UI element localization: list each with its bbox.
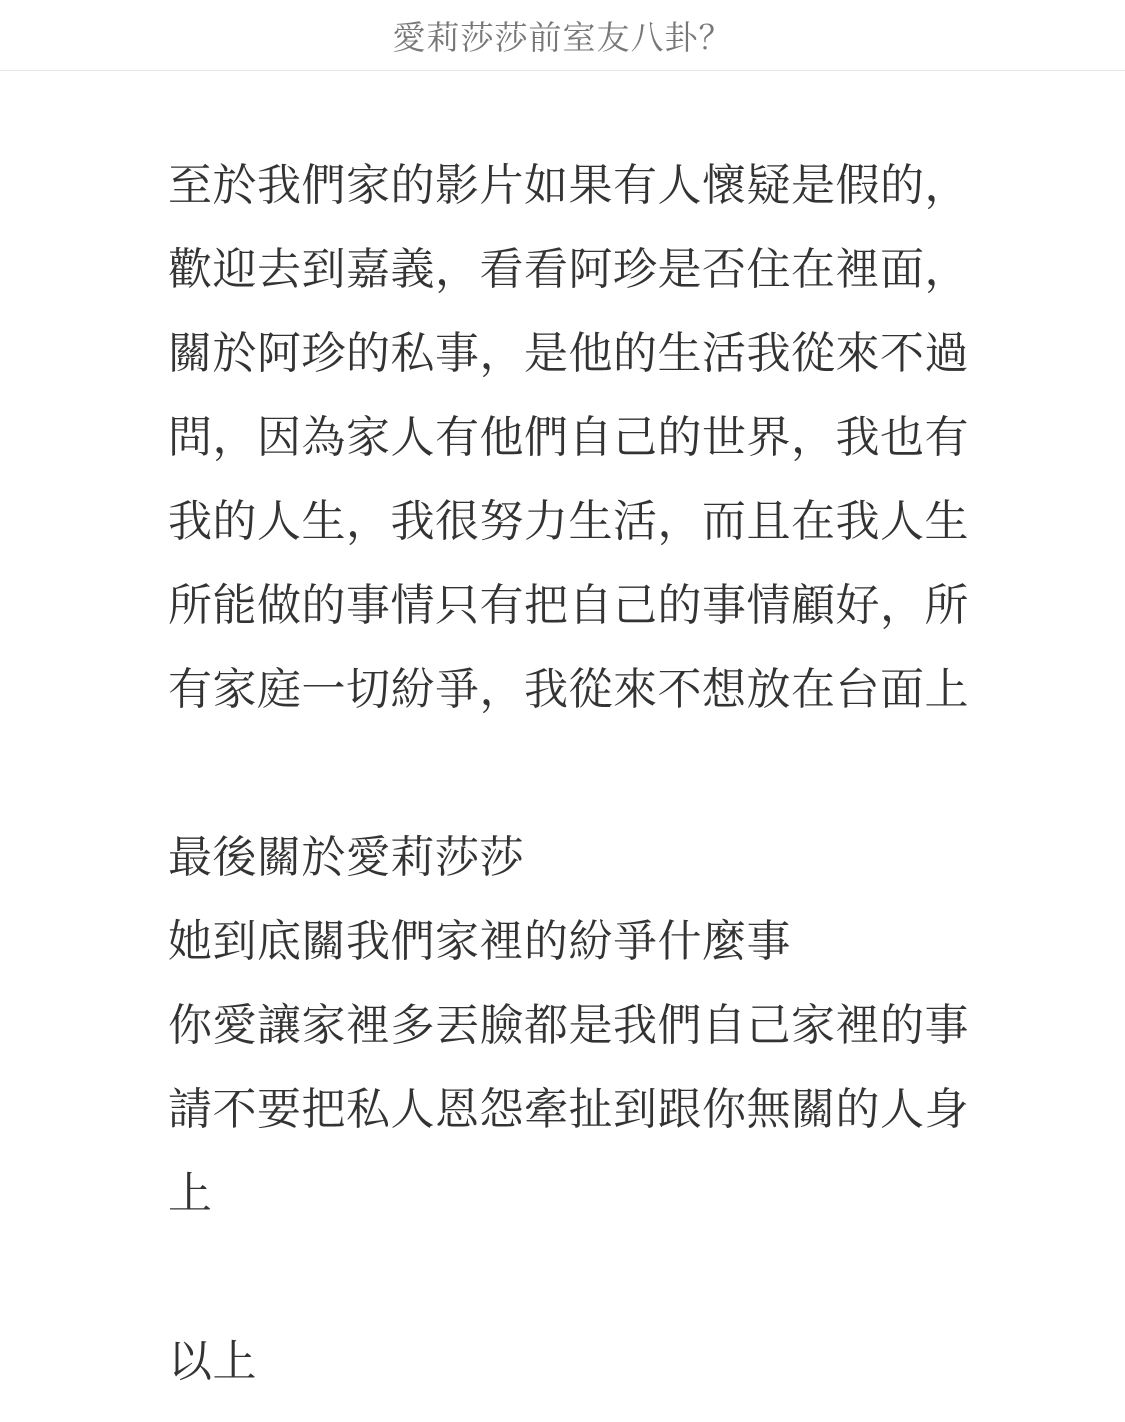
text-line: 最後關於愛莉莎莎: [168, 832, 524, 883]
text-line: 歡迎去到嘉義，看看阿珍是否住在裡面，: [168, 244, 969, 295]
article-body: [168, 144, 1038, 1404]
top-bar: [0, 0, 1125, 71]
text-line: 有家庭一切紛爭，我從來不想放在台面上: [168, 664, 969, 715]
text-line: 問，因為家人有他們自己的世界，我也有: [168, 412, 969, 463]
text-line: 以上: [168, 1336, 257, 1387]
text-line: 我的人生，我很努力生活，而且在我人生: [168, 496, 969, 547]
text-line: 關於阿珍的私事，是他的生活我從來不過: [168, 328, 969, 379]
paragraph: [168, 144, 1038, 732]
text-line: 請不要把私人恩怨牽扯到跟你無關的人身: [168, 1084, 969, 1135]
text-line: 上: [168, 1168, 213, 1219]
text-line: 所能做的事情只有把自己的事情顧好，所: [168, 580, 969, 631]
text-line: 你愛讓家裡多丟臉都是我們自己家裡的事: [168, 1000, 969, 1051]
paragraph: [168, 1320, 1038, 1404]
paragraph: [168, 816, 1038, 1236]
page-title: 愛莉莎莎前室友八卦？: [392, 17, 733, 57]
text-line: 她到底關我們家裡的紛爭什麼事: [168, 916, 791, 967]
text-line: 至於我們家的影片如果有人懷疑是假的，: [168, 160, 969, 211]
